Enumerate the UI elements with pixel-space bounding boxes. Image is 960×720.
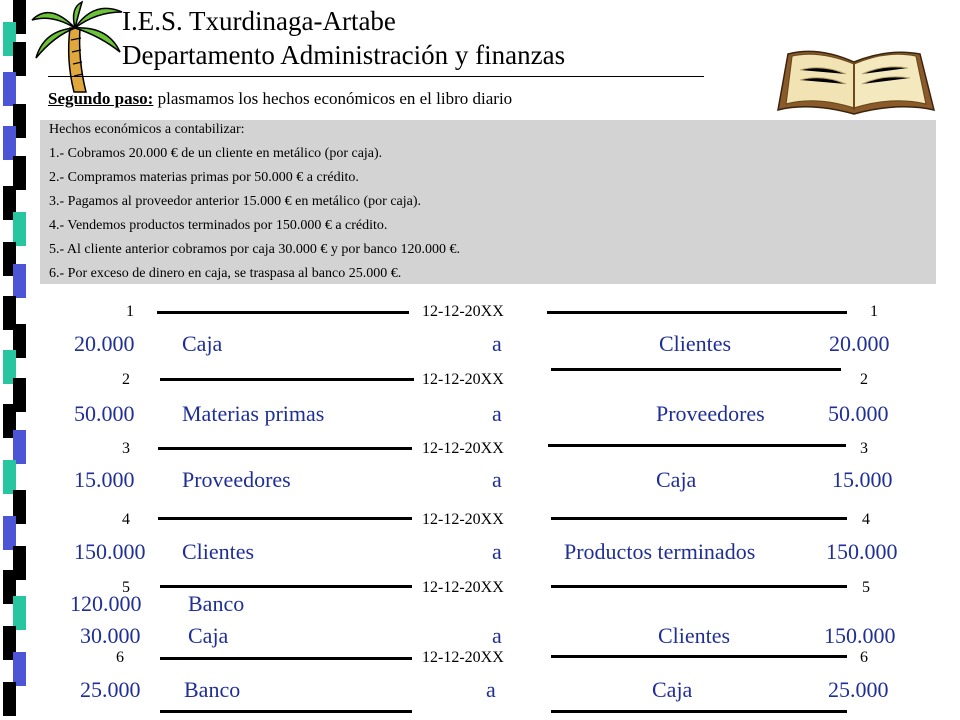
- entry-number: 1: [870, 303, 878, 320]
- open-book-icon: [770, 40, 940, 122]
- fact-item: 2.- Compramos materias primas por 50.000 € a crédito.: [49, 170, 359, 185]
- entry-number: 3: [860, 440, 868, 457]
- entry-number: 1: [126, 303, 134, 320]
- connector-a: a: [492, 467, 502, 492]
- entry-rule: [158, 447, 412, 450]
- fact-item: 5.- Al cliente anterior cobramos por caja 30.000 € y por banco 120.000 €.: [49, 242, 460, 257]
- credit-amount: 50.000: [828, 401, 889, 426]
- entry-rule: [551, 655, 847, 658]
- department-title: Departamento Administración y finanzas: [122, 40, 566, 70]
- credit-account: Caja: [652, 677, 693, 702]
- entry-number: 6: [116, 649, 124, 666]
- school-title: I.E.S. Txurdinaga-Artabe: [122, 6, 396, 36]
- entry-number: 4: [862, 511, 870, 528]
- debit-amount: 150.000: [74, 539, 146, 564]
- entry-rule: [157, 311, 409, 314]
- debit-amount: 30.000: [80, 623, 141, 648]
- title-divider: [48, 76, 704, 77]
- entry-rule: [547, 311, 847, 314]
- debit-account: Proveedores: [182, 467, 291, 492]
- credit-account: Productos terminados: [564, 539, 756, 564]
- entry-rule: [160, 585, 412, 588]
- credit-account: Caja: [656, 467, 697, 492]
- entry-rule: [551, 585, 847, 588]
- entry-date: 12-12-20XX: [422, 440, 504, 457]
- credit-amount: 25.000: [828, 677, 889, 702]
- step-subtitle: [48, 89, 512, 109]
- fact-item: 1.- Cobramos 20.000 € de un cliente en metálico (por caja).: [49, 146, 383, 161]
- fact-item: 6.- Por exceso de dinero en caja, se traspasa al banco 25.000 €.: [49, 266, 402, 281]
- entry-number: 6: [860, 649, 868, 666]
- entry-rule: [551, 368, 841, 371]
- credit-account: Clientes: [658, 623, 731, 648]
- credit-account: Proveedores: [656, 401, 765, 426]
- entry-number: 2: [122, 371, 130, 388]
- connector-a: a: [492, 331, 502, 356]
- debit-amount: 25.000: [80, 677, 141, 702]
- entry-number: 5: [122, 579, 130, 596]
- debit-account: Materias primas: [182, 401, 325, 426]
- debit-amount: 120.000: [70, 591, 142, 616]
- debit-account: Banco: [184, 677, 241, 702]
- debit-account: Caja: [188, 623, 229, 648]
- entry-number: 5: [862, 579, 870, 596]
- step-label: Segundo paso:: [48, 89, 154, 108]
- entry-rule: [158, 517, 412, 520]
- debit-amount: 50.000: [74, 401, 135, 426]
- entry-date: 12-12-20XX: [422, 649, 504, 666]
- connector-a: a: [486, 677, 496, 702]
- connector-a: a: [492, 539, 502, 564]
- economic-facts-box: [40, 120, 936, 284]
- connector-a: a: [492, 623, 502, 648]
- entry-rule: [160, 710, 412, 713]
- credit-amount: 20.000: [829, 331, 890, 356]
- entry-date: 12-12-20XX: [422, 303, 504, 320]
- debit-account: Clientes: [182, 539, 255, 564]
- debit-account: Caja: [182, 331, 223, 356]
- decorative-side-strip: [0, 0, 34, 720]
- entry-rule: [551, 710, 847, 713]
- entry-rule: [160, 378, 414, 381]
- step-description: plasmamos los hechos económicos en el libro diario: [153, 89, 513, 108]
- fact-item: 3.- Pagamos al proveedor anterior 15.000 € en metálico (por caja).: [49, 194, 422, 209]
- entry-date: 12-12-20XX: [422, 511, 504, 528]
- debit-amount: 15.000: [74, 467, 135, 492]
- entry-date: 12-12-20XX: [422, 579, 504, 596]
- entry-rule: [160, 657, 412, 660]
- credit-account: Clientes: [659, 331, 732, 356]
- fact-item: 4.- Vendemos productos terminados por 150.000 € a crédito.: [49, 218, 388, 233]
- entry-rule: [551, 517, 847, 520]
- entry-number: 4: [122, 511, 130, 528]
- connector-a: a: [492, 401, 502, 426]
- palm-tree-icon: [30, 0, 125, 95]
- entry-rule: [548, 444, 846, 447]
- debit-amount: 20.000: [74, 331, 135, 356]
- credit-amount: 15.000: [832, 467, 893, 492]
- entry-number: 3: [122, 440, 130, 457]
- entry-number: 2: [860, 371, 868, 388]
- credit-amount: 150.000: [824, 623, 896, 648]
- entry-date: 12-12-20XX: [422, 371, 504, 388]
- facts-heading: Hechos económicos a contabilizar:: [49, 122, 245, 137]
- credit-amount: 150.000: [826, 539, 898, 564]
- debit-account: Banco: [188, 591, 245, 616]
